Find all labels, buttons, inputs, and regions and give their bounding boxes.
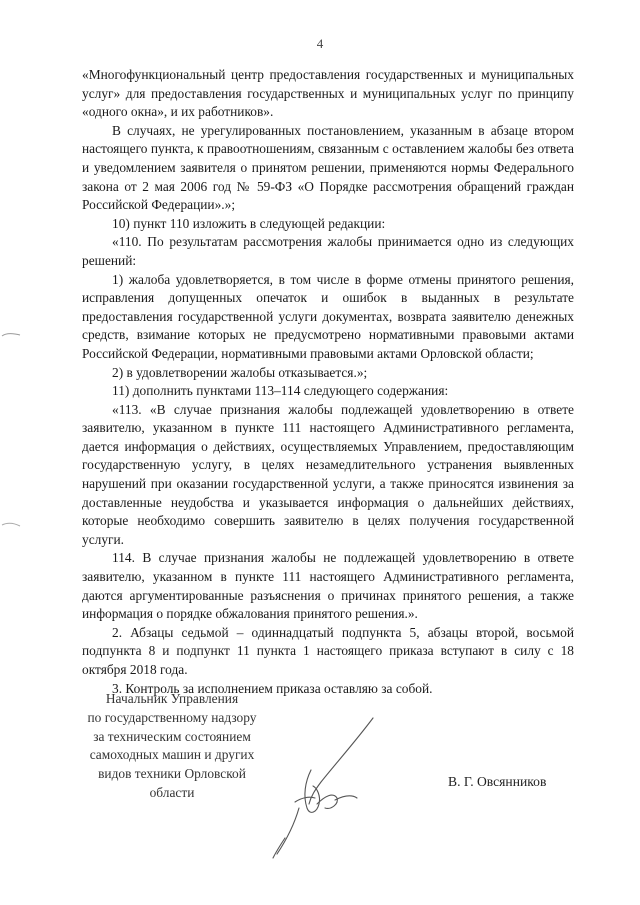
margin-mark-icon	[0, 520, 24, 530]
signer-position-line: области	[149, 784, 195, 800]
paragraph-11: 3. Контроль за исполнением приказа оставляю за собой.	[112, 680, 433, 696]
document-body	[82, 66, 574, 698]
paragraph-6: 2) в удовлетворении жалобы отказывается.»;	[112, 364, 368, 380]
paragraph-1: «Многофункциональный центр предоставления государственных и муниципальных услуг» для предоставления государственных и муниципальных услуг по принципу «одного окна», и их работников».	[82, 67, 574, 120]
paragraph-7: 11) дополнить пунктами 113–114 следующего содержания:	[112, 383, 449, 399]
paragraph-3: 10) пункт 110 изложить в следующей редакции:	[112, 215, 386, 231]
signer-position	[72, 690, 272, 803]
paragraph-10: 2. Абзацы седьмой – одиннадцатый подпункта 5, абзацы второй, восьмой подпункта 8 и подпункт 11 пункта 1 настоящего приказа вступают в силу с 18 октября 2018 года.	[82, 624, 574, 677]
margin-mark-icon	[0, 330, 24, 340]
paragraph-9: 114. В случае признания жалобы не подлежащей удовлетворению в ответе заявителю, указанном в пункте 111 настоящего Административного регламента, даются аргументированные разъяснения о причинах принятого решения, а также информация о порядке обжалования принятого решения.».	[82, 550, 574, 622]
signer-position-line: видов техники Орловской	[98, 766, 246, 782]
paragraph-2: В случаях, не урегулированных постановлением, указанным в абзаце втором настоящего пункта, к правоотношениям, связанным с оставлением жалобы без ответа и уведомлением заявителя о принятом решении, применяются нормы Федерального закона от 2 мая 2006 год № 59-ФЗ «О Порядке рассмотрения обращений граждан Российской Федерации».»;	[82, 122, 574, 213]
signer-position-line: за техническим состоянием	[93, 728, 251, 744]
page-number: 4	[316, 36, 324, 51]
paragraph-8: «113. «В случае признания жалобы подлежащей удовлетворению в ответе заявителю, указанном в пункте 111 настоящего Административного регламента, дается информация о действиях, осуществляемых Управлением, предоставляющим государственную услугу, в целях незамедлительного устранения выявленных нарушений при оказании государственной услуги, а также приносятся извинения за доставленные неудобства и указывается информация о дальнейших действиях, которые необходимо совершить заявителю в целях получения государственной услуги.	[82, 401, 574, 547]
signer-name: В. Г. Овсянников	[448, 774, 547, 789]
signer-position-line: по государственному надзору	[87, 709, 257, 725]
signer-position-line: самоходных машин и других	[89, 747, 255, 763]
paragraph-4: «110. По результатам рассмотрения жалобы принимается одно из следующих решений:	[82, 234, 574, 268]
handwritten-signature-icon	[255, 712, 395, 862]
signer-position-line: Начальник Управления	[105, 691, 239, 706]
paragraph-5: 1) жалоба удовлетворяется, в том числе в форме отмены принятого решения, исправления допущенных опечаток и ошибок в выданных в результате предоставления государственной услуги документах, возврата заявителю денежных средств, взимание которых не предусмотрено нормативными правовыми актами Российской Федерации, нормативными правовыми актами Орловской области;	[82, 271, 574, 361]
